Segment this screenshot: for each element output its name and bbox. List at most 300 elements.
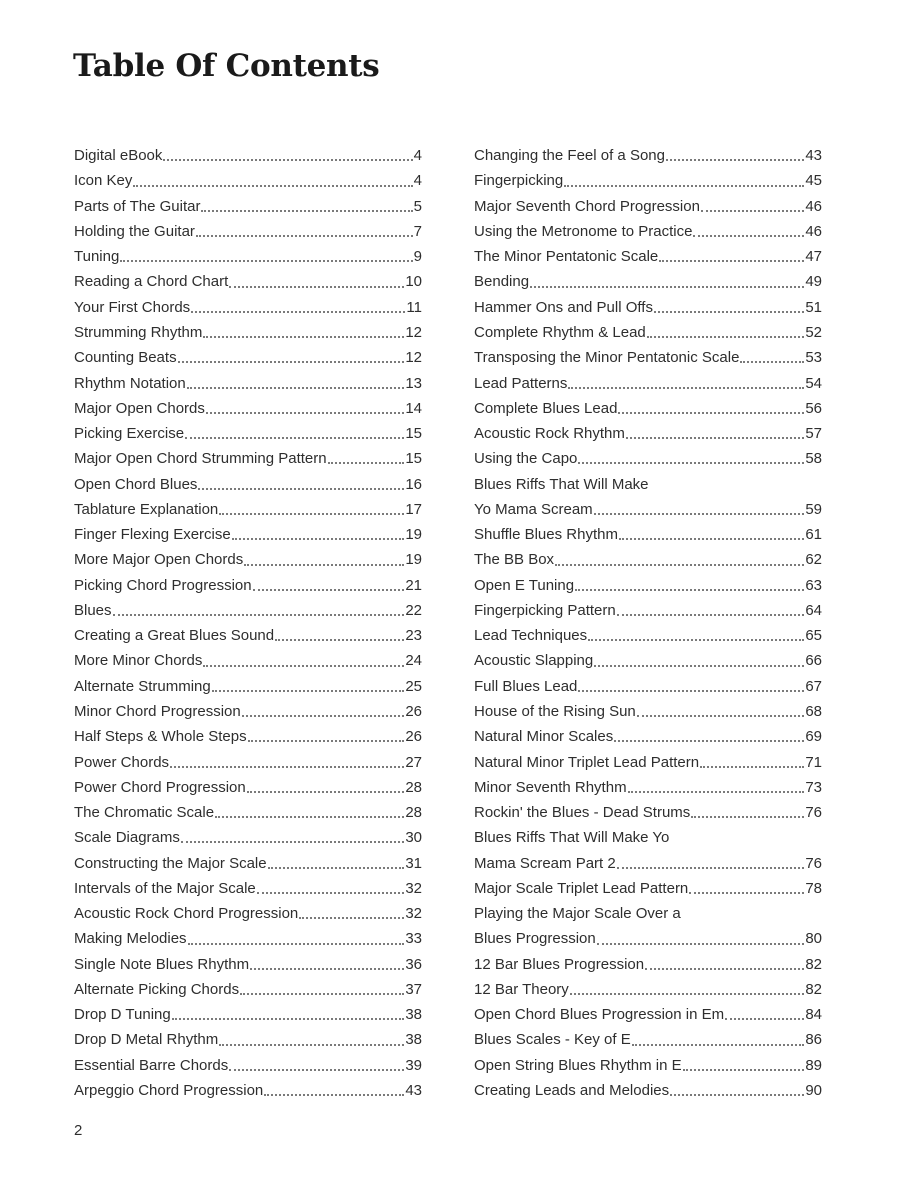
toc-entry-title: Fingerpicking Pattern [474, 601, 616, 619]
toc-entry[interactable] [474, 143, 822, 168]
toc-leader-dots [691, 815, 804, 818]
toc-entry-page: 11 [406, 298, 422, 316]
toc-leader-dots [619, 537, 804, 540]
toc-entry[interactable] [74, 219, 422, 244]
toc-entry[interactable] [474, 850, 822, 875]
toc-entry-page: 26 [405, 728, 422, 746]
toc-entry-title: Mama Scream Part 2 [474, 854, 616, 872]
toc-leader-dots [229, 285, 404, 288]
toc-leader-dots [328, 461, 405, 464]
toc-entry-title: Power Chord Progression [74, 778, 246, 796]
toc-entry-title: Natural Minor Scales [474, 728, 614, 746]
toc-entry[interactable] [74, 295, 422, 320]
toc-entry[interactable] [74, 345, 422, 370]
toc-entry-page: 25 [405, 677, 422, 695]
toc-entry[interactable] [74, 825, 422, 850]
toc-entry-page: 19 [405, 551, 422, 569]
toc-entry-page: 82 [805, 955, 822, 973]
toc-entry-title: Full Blues Lead [474, 677, 578, 695]
toc-entry-page: 5 [413, 197, 422, 215]
toc-entry-page: 43 [805, 147, 822, 165]
toc-leader-dots [253, 588, 405, 591]
toc-entry-title: Lead Techniques [474, 627, 588, 645]
toc-entry[interactable] [74, 143, 422, 168]
toc-entry[interactable] [474, 623, 822, 648]
toc-leader-dots [725, 1017, 804, 1020]
toc-entry-title: More Major Open Chords [74, 551, 244, 569]
toc-entry[interactable] [74, 1078, 422, 1103]
toc-entry[interactable] [474, 446, 822, 471]
toc-entry[interactable] [474, 168, 822, 193]
toc-entry-title: Using the Capo [474, 450, 578, 468]
toc-entry-title: Acoustic Slapping [474, 652, 594, 670]
toc-entry-page: 15 [405, 425, 422, 443]
toc-entry[interactable] [74, 623, 422, 648]
toc-leader-dots [170, 765, 404, 768]
toc-entry[interactable] [474, 497, 822, 522]
toc-entry-page: 67 [805, 677, 822, 695]
toc-entry-page: 4 [413, 172, 422, 190]
toc-entry-page: 61 [805, 526, 822, 544]
toc-leader-dots [244, 563, 404, 566]
toc-entry[interactable] [74, 724, 422, 749]
toc-entry-page: 16 [405, 475, 422, 493]
toc-entry[interactable] [74, 952, 422, 977]
toc-leader-dots [617, 613, 805, 616]
toc-entry[interactable] [74, 446, 422, 471]
toc-entry[interactable] [74, 800, 422, 825]
toc-entry[interactable] [474, 194, 822, 219]
toc-entry-title: Power Chords [74, 753, 170, 771]
toc-entry[interactable] [74, 674, 422, 699]
toc-entry[interactable] [74, 699, 422, 724]
toc-entry-page: 38 [405, 1006, 422, 1024]
toc-entry-title: Natural Minor Triplet Lead Pattern [474, 753, 700, 771]
toc-entry-title: Bending [474, 273, 530, 291]
toc-leader-dots [133, 184, 412, 187]
toc-entry-title: Major Open Chords [74, 399, 205, 417]
toc-entry-title: Creating Leads and Melodies [474, 1081, 670, 1099]
toc-entry-title: Arpeggio Chord Progression [74, 1081, 264, 1099]
toc-entry-page: 46 [805, 197, 822, 215]
toc-entry-page: 7 [413, 222, 422, 240]
toc-leader-dots [632, 1043, 805, 1046]
toc-entry[interactable] [474, 825, 822, 850]
toc-leader-dots [206, 411, 404, 414]
toc-entry[interactable] [474, 244, 822, 269]
toc-entry[interactable] [74, 471, 422, 496]
toc-entry[interactable] [474, 396, 822, 421]
toc-entry-title: Making Melodies [74, 930, 187, 948]
toc-leader-dots [219, 1043, 404, 1046]
toc-entry[interactable] [74, 547, 422, 572]
toc-entry-page: 58 [805, 450, 822, 468]
toc-entry-title: Holding the Guitar [74, 222, 195, 240]
toc-entry-title: Complete Rhythm & Lead [474, 323, 646, 341]
toc-entry-title: Complete Blues Lead [474, 399, 618, 417]
toc-entry-page: 80 [805, 930, 822, 948]
toc-entry-title: Alternate Strumming [74, 677, 211, 695]
toc-entry-page: 71 [805, 753, 822, 771]
toc-leader-dots [588, 638, 804, 641]
toc-entry-page: 89 [805, 1056, 822, 1074]
toc-entry[interactable] [474, 295, 822, 320]
toc-leader-dots [670, 1093, 804, 1096]
toc-leader-dots [250, 967, 404, 970]
toc-entry-page: 12 [405, 323, 422, 341]
toc-entry[interactable] [74, 876, 422, 901]
toc-entry[interactable] [474, 901, 822, 926]
toc-leader-dots [187, 386, 405, 389]
toc-entry[interactable] [474, 1002, 822, 1027]
toc-entry[interactable] [74, 370, 422, 395]
toc-entry[interactable] [474, 775, 822, 800]
toc-leader-dots [120, 259, 412, 262]
toc-entry-page: 21 [405, 576, 422, 594]
toc-leader-dots [597, 942, 805, 945]
toc-entry-page: 45 [805, 172, 822, 190]
toc-entry-title: Tuning [74, 248, 120, 266]
toc-entry[interactable] [74, 194, 422, 219]
toc-entry[interactable] [474, 699, 822, 724]
toc-entry[interactable] [74, 598, 422, 623]
toc-entry-page: 90 [805, 1081, 822, 1099]
toc-entry-page: 24 [405, 652, 422, 670]
toc-entry-page: 66 [805, 652, 822, 670]
toc-entry[interactable] [474, 598, 822, 623]
toc-leader-dots [201, 209, 412, 212]
toc-leader-dots [666, 158, 804, 161]
toc-entry-title: Intervals of the Major Scale [74, 879, 256, 897]
toc-leader-dots [248, 739, 405, 742]
toc-leader-dots [647, 335, 805, 338]
toc-entry-page: 30 [405, 829, 422, 847]
toc-leader-dots [188, 942, 405, 945]
toc-leader-dots [299, 916, 404, 919]
toc-entry[interactable] [74, 168, 422, 193]
toc-entry-page: 22 [405, 601, 422, 619]
toc-leader-dots [555, 563, 804, 566]
toc-entry[interactable] [474, 320, 822, 345]
toc-entry[interactable] [474, 269, 822, 294]
toc-entry[interactable] [474, 1053, 822, 1078]
toc-leader-dots [564, 184, 804, 187]
toc-leader-dots [242, 714, 405, 717]
toc-entry-page: 47 [805, 248, 822, 266]
toc-entry-page: 84 [805, 1006, 822, 1024]
toc-entry-page: 73 [805, 778, 822, 796]
toc-entry[interactable] [474, 370, 822, 395]
toc-entry[interactable] [74, 421, 422, 446]
toc-entry[interactable] [74, 396, 422, 421]
toc-entry[interactable] [474, 345, 822, 370]
toc-entry-title: Major Open Chord Strumming Pattern [74, 450, 327, 468]
toc-entry[interactable] [474, 977, 822, 1002]
toc-entry-title: Creating a Great Blues Sound [74, 627, 275, 645]
toc-entry-title: Picking Chord Progression [74, 576, 252, 594]
toc-entry-page: 28 [405, 804, 422, 822]
toc-entry-title: Playing the Major Scale Over a [474, 905, 681, 923]
toc-leader-dots [645, 967, 804, 970]
toc-leader-dots [628, 790, 805, 793]
toc-leader-dots [626, 436, 804, 439]
toc-entry-page: 36 [405, 955, 422, 973]
toc-entry-title: Alternate Picking Chords [74, 980, 240, 998]
toc-leader-dots [654, 310, 804, 313]
toc-entry-title: Blues Progression [474, 930, 596, 948]
toc-entry[interactable] [474, 1027, 822, 1052]
toc-entry-title: Icon Key [74, 172, 133, 190]
toc-right-column [474, 143, 822, 1103]
toc-leader-dots [594, 512, 805, 515]
toc-leader-dots [212, 689, 405, 692]
toc-leader-dots [247, 790, 405, 793]
toc-entry-title: Minor Chord Progression [74, 702, 241, 720]
toc-entry-title: Picking Exercise [74, 425, 185, 443]
toc-entry[interactable] [474, 926, 822, 951]
toc-entry[interactable] [474, 724, 822, 749]
toc-leader-dots [689, 891, 804, 894]
toc-leader-dots [617, 866, 805, 869]
toc-entry-title: Rockin' the Blues - Dead Strums [474, 804, 691, 822]
toc-entry-page: 38 [405, 1031, 422, 1049]
toc-entry[interactable] [74, 775, 422, 800]
toc-entry-page: 10 [405, 273, 422, 291]
toc-entry-page: 19 [405, 526, 422, 544]
toc-entry-title: Constructing the Major Scale [74, 854, 267, 872]
toc-entry-title: Major Scale Triplet Lead Pattern [474, 879, 689, 897]
toc-leader-dots [578, 689, 804, 692]
toc-entry[interactable] [474, 219, 822, 244]
toc-entry[interactable] [474, 749, 822, 774]
toc-entry-page: 52 [805, 323, 822, 341]
toc-entry[interactable] [474, 421, 822, 446]
toc-entry[interactable] [74, 977, 422, 1002]
toc-entry-page: 82 [805, 980, 822, 998]
toc-entry-title: Rhythm Notation [74, 374, 186, 392]
toc-entry[interactable] [74, 1053, 422, 1078]
toc-entry-page: 76 [805, 854, 822, 872]
toc-entry-title: Finger Flexing Exercise [74, 526, 231, 544]
toc-entry[interactable] [74, 320, 422, 345]
toc-entry-page: 15 [405, 450, 422, 468]
toc-leader-dots [113, 613, 405, 616]
toc-entry-page: 17 [405, 500, 422, 518]
toc-left-column [74, 143, 422, 1103]
toc-leader-dots [275, 638, 404, 641]
toc-leader-dots [268, 866, 405, 869]
toc-leader-dots [618, 411, 804, 414]
toc-leader-dots [198, 487, 404, 490]
toc-leader-dots [203, 335, 404, 338]
toc-entry-title: The BB Box [474, 551, 555, 569]
toc-entry[interactable] [474, 471, 822, 496]
toc-entry-page: 57 [805, 425, 822, 443]
toc-entry-title: Counting Beats [74, 349, 177, 367]
toc-entry-title: 12 Bar Theory [474, 980, 569, 998]
toc-entry-page: 76 [805, 804, 822, 822]
toc-entry-title: Tablature Explanation [74, 500, 219, 518]
toc-entry[interactable] [74, 850, 422, 875]
toc-entry-page: 23 [405, 627, 422, 645]
toc-entry-title: Minor Seventh Rhythm [474, 778, 627, 796]
toc-entry[interactable] [74, 901, 422, 926]
toc-entry[interactable] [474, 573, 822, 598]
toc-entry-page: 26 [405, 702, 422, 720]
toc-entry-page: 86 [805, 1031, 822, 1049]
toc-entry[interactable] [74, 648, 422, 673]
toc-entry-page: 68 [805, 702, 822, 720]
toc-entry-page: 32 [405, 905, 422, 923]
toc-entry-page: 13 [405, 374, 422, 392]
toc-entry[interactable] [74, 1027, 422, 1052]
toc-leader-dots [196, 234, 413, 237]
toc-entry-title: Acoustic Rock Rhythm [474, 425, 625, 443]
toc-entry-page: 65 [805, 627, 822, 645]
toc-entry-page: 37 [405, 980, 422, 998]
toc-leader-dots [740, 360, 804, 363]
toc-leader-dots [215, 815, 404, 818]
toc-leader-dots [637, 714, 805, 717]
toc-entry[interactable] [74, 497, 422, 522]
toc-leader-dots [264, 1093, 404, 1096]
toc-leader-dots [614, 739, 804, 742]
toc-entry-title: House of the Rising Sun [474, 702, 636, 720]
toc-entry-page: 39 [405, 1056, 422, 1074]
toc-leader-dots [163, 158, 412, 161]
toc-entry-title: Open Chord Blues [74, 475, 198, 493]
toc-entry-title: Changing the Feel of a Song [474, 147, 665, 165]
toc-entry-title: Blues Scales - Key of E [474, 1031, 631, 1049]
toc-leader-dots [219, 512, 404, 515]
toc-entry-page: 53 [805, 349, 822, 367]
toc-entry-title: Acoustic Rock Chord Progression [74, 905, 299, 923]
toc-leader-dots [172, 1017, 405, 1020]
toc-leader-dots [578, 461, 804, 464]
toc-entry-title: Parts of The Guitar [74, 197, 201, 215]
toc-entry[interactable] [74, 244, 422, 269]
toc-entry[interactable] [474, 800, 822, 825]
toc-leader-dots [568, 386, 804, 389]
toc-entry-page: 63 [805, 576, 822, 594]
toc-leader-dots [181, 840, 404, 843]
toc-entry-page: 78 [805, 879, 822, 897]
toc-entry-page: 59 [805, 500, 822, 518]
toc-entry[interactable] [474, 1078, 822, 1103]
toc-leader-dots [229, 1068, 404, 1071]
toc-entry-page: 33 [405, 930, 422, 948]
toc-leader-dots [659, 259, 804, 262]
toc-leader-dots [191, 310, 405, 313]
toc-entry[interactable] [74, 573, 422, 598]
toc-entry-page: 64 [805, 601, 822, 619]
toc-entry-page: 62 [805, 551, 822, 569]
toc-entry-title: Fingerpicking [474, 172, 564, 190]
toc-entry-title: Transposing the Minor Pentatonic Scale [474, 349, 740, 367]
toc-entry-page: 32 [405, 879, 422, 897]
toc-entry-page: 51 [805, 298, 822, 316]
toc-entry[interactable] [474, 952, 822, 977]
toc-leader-dots [700, 765, 804, 768]
toc-entry[interactable] [74, 1002, 422, 1027]
toc-entry-page: 43 [405, 1081, 422, 1099]
toc-entry-page: 4 [413, 147, 422, 165]
toc-entry-page: 14 [405, 399, 422, 417]
toc-leader-dots [575, 588, 804, 591]
toc-entry-title: Scale Diagrams [74, 829, 180, 847]
toc-entry-title: Strumming Rhythm [74, 323, 203, 341]
toc-entry-title: Open Chord Blues Progression in Em [474, 1006, 725, 1024]
toc-entry-title: Single Note Blues Rhythm [74, 955, 250, 973]
toc-entry-title: Hammer Ons and Pull Offs [474, 298, 653, 316]
toc-entry-title: Essential Barre Chords [74, 1056, 229, 1074]
toc-entry-page: 46 [805, 222, 822, 240]
toc-leader-dots [240, 992, 404, 995]
toc-entry-title: Your First Chords [74, 298, 191, 316]
toc-leader-dots [683, 1068, 805, 1071]
toc-entry-page: 56 [805, 399, 822, 417]
toc-entry-title: Open String Blues Rhythm in E [474, 1056, 682, 1074]
toc-entry[interactable] [474, 674, 822, 699]
toc-entry-title: Reading a Chord Chart [74, 273, 229, 291]
toc-entry-title: The Minor Pentatonic Scale [474, 248, 659, 266]
toc-entry-title: Blues Riffs That Will Make [474, 475, 649, 493]
toc-entry[interactable] [474, 522, 822, 547]
toc-entry[interactable] [74, 749, 422, 774]
toc-entry-title: 12 Bar Blues Progression [474, 955, 645, 973]
toc-entry-page: 31 [405, 854, 422, 872]
toc-entry-page: 28 [405, 778, 422, 796]
toc-leader-dots [203, 664, 404, 667]
toc-entry-title: Drop D Metal Rhythm [74, 1031, 219, 1049]
toc-entry-title: Digital eBook [74, 147, 163, 165]
toc-entry-title: Yo Mama Scream [474, 500, 593, 518]
toc-leader-dots [570, 992, 805, 995]
toc-leader-dots [178, 360, 405, 363]
toc-entry[interactable] [74, 522, 422, 547]
toc-entry-title: Blues Riffs That Will Make Yo [474, 829, 670, 847]
toc-entry-title: Half Steps & Whole Steps [74, 728, 247, 746]
toc-entry-page: 9 [413, 248, 422, 266]
toc-leader-dots [701, 209, 804, 212]
toc-leader-dots [693, 234, 804, 237]
toc-entry[interactable] [474, 547, 822, 572]
toc-entry-title: Using the Metronome to Practice [474, 222, 693, 240]
toc-leader-dots [232, 537, 405, 540]
toc-leader-dots [185, 436, 404, 439]
toc-entry[interactable] [74, 269, 422, 294]
toc-entry-title: Major Seventh Chord Progression [474, 197, 700, 215]
toc-entry-title: Blues [74, 601, 112, 619]
toc-entry-title: Drop D Tuning [74, 1006, 171, 1024]
toc-leader-dots [257, 891, 405, 894]
toc-entry[interactable] [474, 876, 822, 901]
toc-entry-page: 54 [805, 374, 822, 392]
toc-entry-title: Lead Patterns [474, 374, 568, 392]
toc-entry-page: 27 [405, 753, 422, 771]
page-number: 2 [74, 1122, 83, 1139]
toc-entry[interactable] [74, 926, 422, 951]
page-title: Table Of Contents [73, 48, 380, 84]
toc-entry-page: 12 [405, 349, 422, 367]
toc-entry-page: 49 [805, 273, 822, 291]
toc-entry-page: 69 [805, 728, 822, 746]
toc-entry-title: The Chromatic Scale [74, 804, 215, 822]
toc-leader-dots [594, 664, 804, 667]
toc-entry[interactable] [474, 648, 822, 673]
toc-entry-title: Open E Tuning [474, 576, 575, 594]
toc-leader-dots [530, 285, 804, 288]
